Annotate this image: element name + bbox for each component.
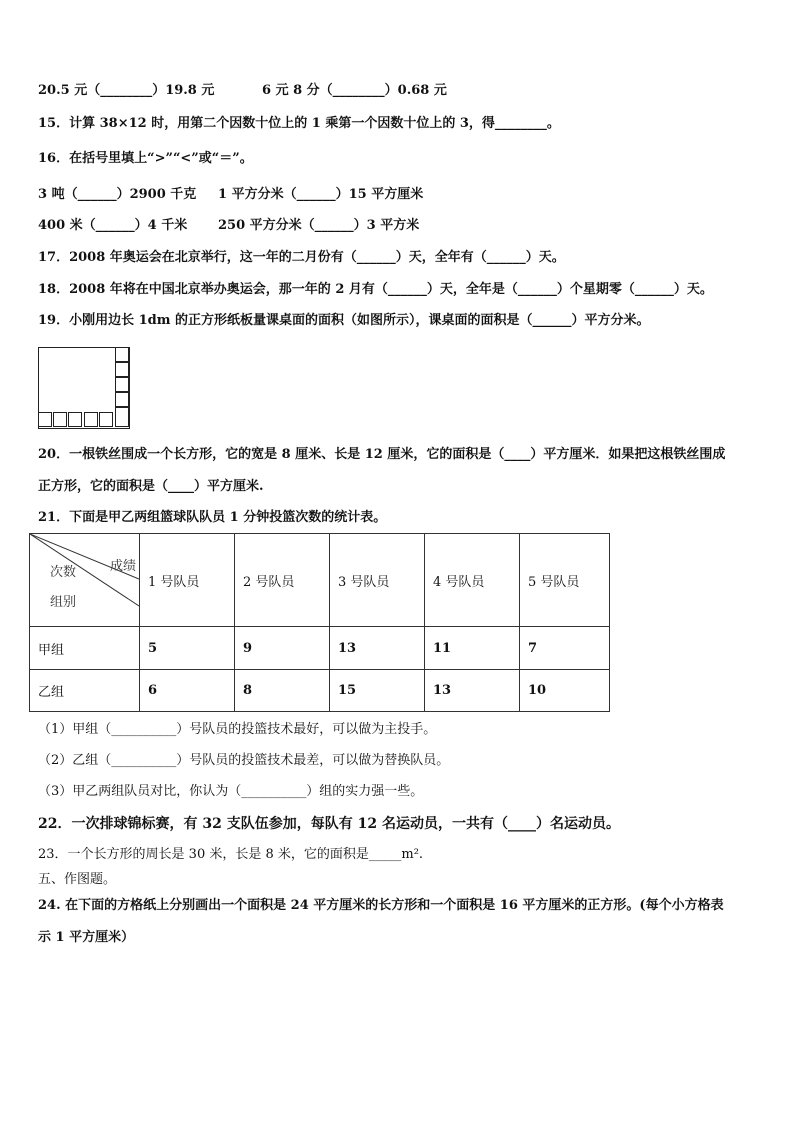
question-18: 18．2008 年将在中国北京举办奥运会，那一年的 2 月有（______）天，全年是（______）个星期零（______）天。 (38, 282, 713, 297)
column-header: 1 号队员 (140, 534, 235, 627)
corner-label-group: 组别 (50, 595, 77, 610)
square-tile (115, 392, 129, 407)
question-16-row1-right: 1 平方分米（______）15 平方厘米 (218, 187, 424, 202)
table-cell: 7 (520, 627, 610, 670)
square-tile (115, 347, 129, 362)
diagonal-header-cell (30, 534, 140, 627)
question-15: 15．计算 38×12 时，用第二个因数十位上的 1 乘第一个因数十位上的 3，得________。 (38, 116, 560, 131)
table-row (30, 670, 610, 712)
table-header-row (30, 534, 610, 627)
question-21-sub2: （2）乙组（__________）号队员的投篮技术最差，可以做为替换队员。 (38, 753, 450, 768)
column-header: 5 号队员 (520, 534, 610, 627)
table-cell: 9 (235, 627, 330, 670)
desk-area-figure (38, 347, 130, 429)
square-tile (68, 412, 82, 427)
question-16-row2-right: 250 平方分米（______）3 平方米 (218, 218, 420, 233)
question-20-line1: 20．一根铁丝围成一个长方形，它的宽是 8 厘米、长是 12 厘米，它的面积是（____）平方厘米．如果把这根铁丝围成 (38, 447, 726, 462)
question-21-sub1: （1）甲组（__________）号队员的投篮技术最好，可以做为主投手。 (38, 722, 437, 737)
row-label: 甲组 (30, 627, 140, 670)
question-24-line1: 24. 在下面的方格纸上分别画出一个面积是 24 平方厘米的长方形和一个面积是 16 平方厘米的正方形。(每个小方格表 (38, 898, 724, 913)
table-cell: 13 (330, 627, 425, 670)
question-22: 22．一次排球锦标赛，有 32 支队伍参加，每队有 12 名运动员，一共有（____）名运动员。 (38, 816, 620, 832)
row-label: 乙组 (30, 670, 140, 712)
column-header: 4 号队员 (425, 534, 520, 627)
question-21-stem: 21．下面是甲乙两组篮球队队员 1 分钟投篮次数的统计表。 (38, 510, 387, 525)
table-cell: 15 (330, 670, 425, 712)
table-cell: 11 (425, 627, 520, 670)
question-21-sub3: （3）甲乙两组队员对比，你认为（__________）组的实力强一些。 (38, 784, 424, 799)
square-tile (53, 412, 67, 427)
question-17: 17．2008 年奥运会在北京举行，这一年的二月份有（______）天，全年有（______）天。 (38, 250, 565, 265)
diagonal-lines (30, 534, 139, 626)
table-cell: 10 (520, 670, 610, 712)
column-header: 2 号队员 (235, 534, 330, 627)
q14-row-right: 6 元 8 分（________）0.68 元 (262, 83, 447, 98)
question-20-line2: 正方形，它的面积是（____）平方厘米. (38, 479, 264, 494)
question-16-row2-left: 400 米（______）4 千米 (38, 218, 188, 233)
table-row (30, 627, 610, 670)
q14-row-left: 20.5 元（________）19.8 元 (38, 83, 215, 98)
question-23: 23．一个长方形的周长是 30 米，长是 8 米，它的面积是_____m². (38, 847, 424, 862)
table-cell: 5 (140, 627, 235, 670)
square-tile (115, 362, 129, 377)
corner-label-count: 次数 (50, 565, 77, 580)
shooting-stats-table (29, 533, 610, 712)
square-tile (115, 377, 129, 392)
question-24-line2: 示 1 平方厘米） (38, 930, 135, 945)
question-16-row1-left: 3 吨（______）2900 千克 (38, 187, 197, 202)
table-cell: 13 (425, 670, 520, 712)
corner-label-score: 成绩 (110, 559, 137, 574)
square-tile (84, 412, 98, 427)
section-five-title: 五、作图题。 (38, 872, 117, 887)
table-cell: 8 (235, 670, 330, 712)
question-19: 19．小刚用边长 1dm 的正方形纸板量课桌面的面积（如图所示），课桌面的面积是（______）平方分米。 (38, 313, 650, 328)
square-tile (38, 412, 52, 427)
square-tile (99, 412, 113, 427)
square-tile (115, 407, 129, 427)
table-cell: 6 (140, 670, 235, 712)
column-header: 3 号队员 (330, 534, 425, 627)
question-16-stem: 16．在括号里填上“>”“<”或“＝”。 (38, 151, 253, 166)
